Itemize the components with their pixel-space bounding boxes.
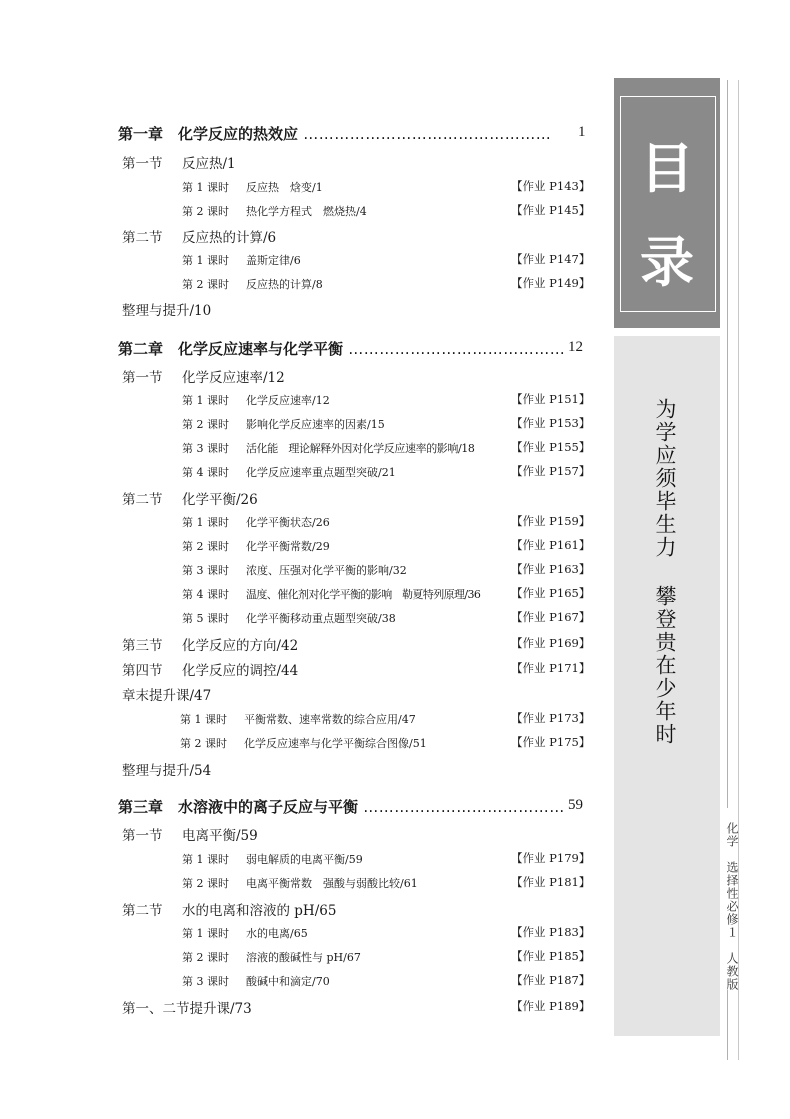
lesson-title: 化学反应速率/12: [246, 394, 330, 407]
homework-ref: 【作业 P171】: [511, 661, 591, 675]
chapter-page-number: 12: [568, 339, 583, 355]
section-title: 化学平衡/26: [182, 492, 258, 508]
lesson-title: 溶液的酸碱性与 pH/67: [246, 951, 361, 964]
lesson-number: 第 4 课时: [182, 466, 229, 479]
section-number: 第四节: [122, 663, 163, 679]
contents-title-top: 目: [640, 137, 694, 200]
homework-ref: 【作业 P173】: [511, 711, 591, 725]
lesson-number: 第 1 课时: [182, 516, 229, 529]
lesson-number: 第 1 课时: [182, 927, 229, 940]
lesson-title: 酸碱中和滴定/70: [246, 975, 330, 988]
homework-ref: 【作业 P165】: [511, 586, 591, 600]
review-lesson-entry: 第一、二节提升课/73: [122, 1001, 252, 1017]
homework-ref: 【作业 P163】: [511, 562, 591, 576]
homework-ref: 【作业 P157】: [511, 464, 591, 478]
edge-rule: [727, 80, 728, 808]
lesson-title: 盖斯定律/6: [246, 254, 301, 267]
contents-title-bottom: 录: [640, 231, 694, 294]
lesson-title: 水的电离/65: [246, 927, 308, 940]
homework-ref: 【作业 P149】: [511, 276, 591, 290]
homework-ref: 【作业 P175】: [511, 735, 591, 749]
section-number: 第二节: [122, 492, 163, 508]
homework-ref: 【作业 P181】: [511, 875, 591, 889]
homework-ref: 【作业 P169】: [511, 636, 591, 650]
chapter-page-number: 1: [578, 124, 586, 140]
lesson-title: 弱电解质的电离平衡/59: [246, 853, 363, 866]
lesson-number: 第 2 课时: [182, 205, 229, 218]
chapter-2-heading: [118, 338, 565, 359]
section-title: 化学反应速率/12: [182, 370, 285, 386]
edge-rule: [727, 990, 728, 1060]
lesson-title: 化学反应速率重点题型突破/21: [246, 466, 396, 479]
homework-ref: 【作业 P183】: [511, 925, 591, 939]
dot-leader: …………………………………: [363, 798, 565, 816]
motto-line-1: 为学应须毕生力: [653, 398, 677, 559]
lesson-number: 第 5 课时: [182, 612, 229, 625]
lesson-number: 第 3 课时: [182, 564, 229, 577]
lesson-number: 第 1 课时: [182, 254, 229, 267]
homework-ref: 【作业 P185】: [511, 949, 591, 963]
lesson-number: 第 2 课时: [182, 951, 229, 964]
chapter-1-heading: [118, 123, 551, 144]
lesson-number: 第 1 课时: [182, 853, 229, 866]
homework-ref: 【作业 P143】: [511, 179, 591, 193]
section-number: 第一节: [122, 828, 163, 844]
section-number: 第二节: [122, 903, 163, 919]
homework-ref: 【作业 P179】: [511, 851, 591, 865]
summary-entry: 整理与提升/54: [122, 763, 212, 779]
lesson-number: 第 3 课时: [182, 442, 229, 455]
lesson-number: 第 2 课时: [180, 737, 227, 750]
homework-ref: 【作业 P167】: [511, 610, 591, 624]
section-number: 第一节: [122, 370, 163, 386]
section-number: 第二节: [122, 230, 163, 246]
lesson-title: 化学平衡移动重点题型突破/38: [246, 612, 396, 625]
lesson-number: 第 2 课时: [182, 278, 229, 291]
section-number: 第三节: [122, 638, 163, 654]
homework-ref: 【作业 P145】: [511, 203, 591, 217]
dot-leader: ……………………………………: [348, 340, 566, 358]
homework-ref: 【作业 P155】: [511, 440, 591, 454]
section-title: 反应热/1: [182, 156, 236, 172]
lesson-title: 影响化学反应速率的因素/15: [246, 418, 385, 431]
motto-line-2: 攀登贵在少年时: [653, 585, 677, 746]
homework-ref: 【作业 P189】: [511, 999, 591, 1013]
lesson-title: 反应热 焓变/1: [246, 181, 323, 194]
section-title: 反应热的计算/6: [182, 230, 277, 246]
lesson-title: 浓度、压强对化学平衡的影响/32: [246, 564, 407, 577]
lesson-title: 热化学方程式 燃烧热/4: [246, 205, 367, 218]
dot-leader: …………………………………………: [303, 125, 552, 143]
lesson-number: 第 2 课时: [182, 877, 229, 890]
homework-ref: 【作业 P153】: [511, 416, 591, 430]
lesson-number: 第 4 课时: [182, 588, 229, 601]
homework-ref: 【作业 P151】: [511, 392, 591, 406]
lesson-number: 第 2 课时: [182, 418, 229, 431]
lesson-number: 第 1 课时: [180, 713, 227, 726]
section-number: 第一节: [122, 156, 163, 172]
lesson-title: 温度、催化剂对化学平衡的影响 勒夏特列原理/36: [246, 588, 481, 601]
lesson-title: 化学平衡常数/29: [246, 540, 330, 553]
lesson-number: 第 3 课时: [182, 975, 229, 988]
lesson-title: 电离平衡常数 强酸与弱酸比较/61: [246, 877, 418, 890]
review-lesson-entry: 章末提升课/47: [122, 688, 212, 704]
chapter-3-heading: [118, 796, 565, 817]
section-title: 电离平衡/59: [182, 828, 258, 844]
section-title: 化学反应的方向/42: [182, 638, 299, 654]
book-label: 化学 选择性必修１ 人教版: [725, 822, 739, 991]
lesson-number: 第 1 课时: [182, 181, 229, 194]
contents-title-block: [614, 78, 720, 328]
chapter-title: 第三章 水溶液中的离子反应与平衡: [118, 798, 359, 816]
lesson-title: 平衡常数、速率常数的综合应用/47: [244, 713, 416, 726]
chapter-title: 第一章 化学反应的热效应: [118, 125, 299, 143]
homework-ref: 【作业 P161】: [511, 538, 591, 552]
section-title: 水的电离和溶液的 pH/65: [182, 903, 337, 919]
lesson-title: 反应热的计算/8: [246, 278, 323, 291]
lesson-title: 化学平衡状态/26: [246, 516, 330, 529]
summary-entry: 整理与提升/10: [122, 303, 212, 319]
section-title: 化学反应的调控/44: [182, 663, 299, 679]
toc-section: [122, 152, 163, 172]
lesson-number: 第 1 课时: [182, 394, 229, 407]
homework-ref: 【作业 P159】: [511, 514, 591, 528]
chapter-page-number: 59: [568, 797, 583, 813]
lesson-title: 化学反应速率与化学平衡综合图像/51: [244, 737, 427, 750]
lesson-title: 活化能 理论解释外因对化学反应速率的影响/18: [246, 442, 475, 455]
chapter-title: 第二章 化学反应速率与化学平衡: [118, 340, 344, 358]
lesson-number: 第 2 课时: [182, 540, 229, 553]
homework-ref: 【作业 P147】: [511, 252, 591, 266]
homework-ref: 【作业 P187】: [511, 973, 591, 987]
